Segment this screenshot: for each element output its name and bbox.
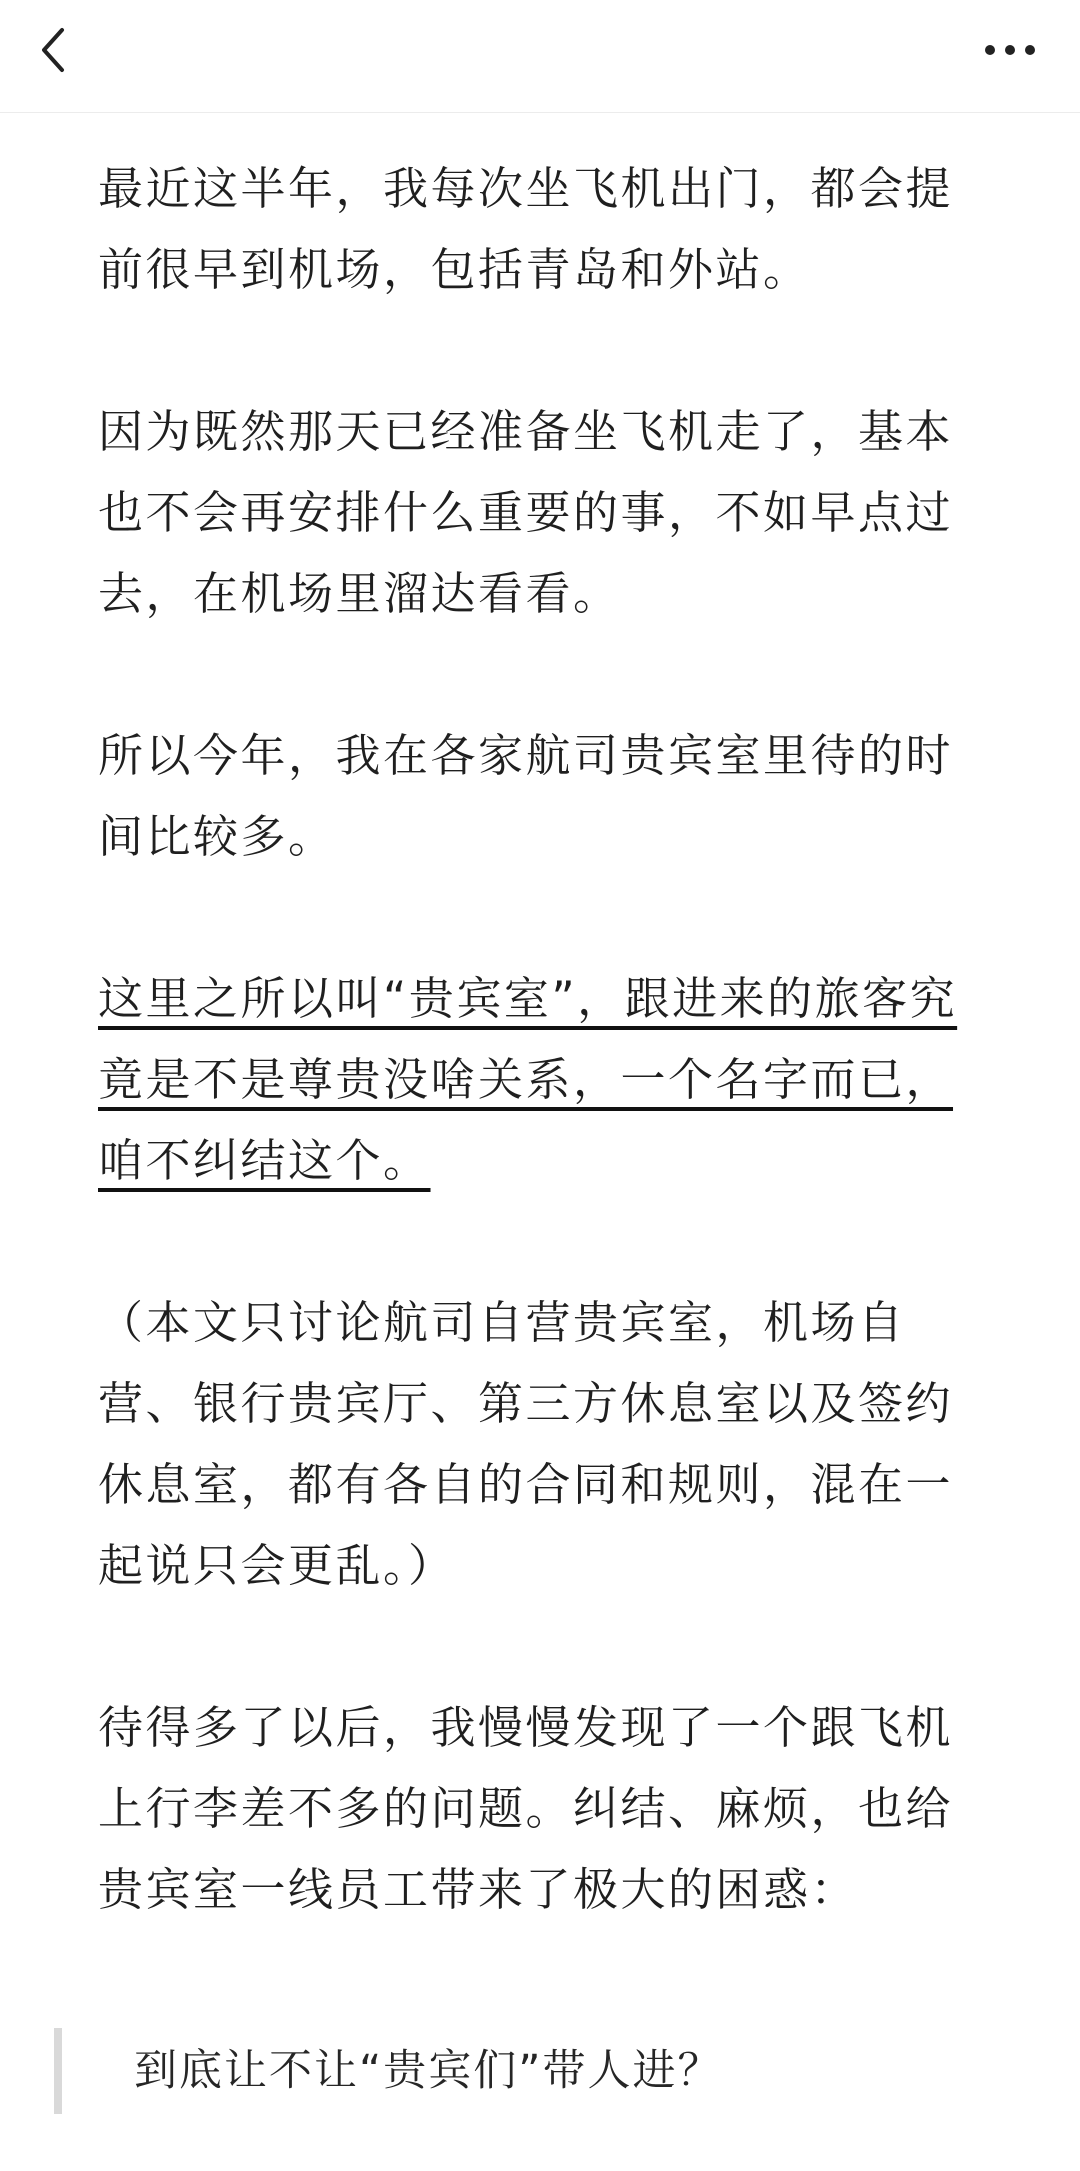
article-paragraph: 所以今年，我在各家航司贵宾室里待的时间比较多。	[98, 729, 954, 863]
article-paragraph: 待得多了以后，我慢慢发现了一个跟飞机上行李差不多的问题。纠结、麻烦，也给贵宾室一线员工带来了极大的困惑：	[98, 1701, 954, 1916]
chevron-left-icon	[28, 22, 84, 78]
block-quote	[54, 2028, 1014, 2114]
underlined-paragraph	[98, 958, 998, 1201]
article-body	[98, 148, 998, 2057]
back-button[interactable]	[28, 22, 84, 78]
quote-bar	[54, 2028, 62, 2114]
article-paragraph: （本文只讨论航司自营贵宾室，机场自营、银行贵宾厅、第三方休息室以及签约休息室，都有各自的合同和规则，混在一起说只会更乱。）	[98, 1296, 954, 1592]
more-horizontal-icon	[980, 24, 1040, 76]
quote-text: 到底让不让“贵宾们”带人进？	[134, 2046, 723, 2096]
top-navigation-bar	[0, 0, 1080, 113]
more-options-button[interactable]	[980, 24, 1040, 76]
article-paragraph: 因为既然那天已经准备坐飞机走了，基本也不会再安排什么重要的事，不如早点过去，在机场里溜达看看。	[98, 405, 954, 620]
article-paragraph: 最近这半年，我每次坐飞机出门，都会提前很早到机场，包括青岛和外站。	[98, 162, 954, 296]
underlined-text: 这里之所以叫“贵宾室”，跟进来的旅客究竟是不是尊贵没啥关系，一个名字而已，咱不纠结这个。	[98, 972, 958, 1187]
